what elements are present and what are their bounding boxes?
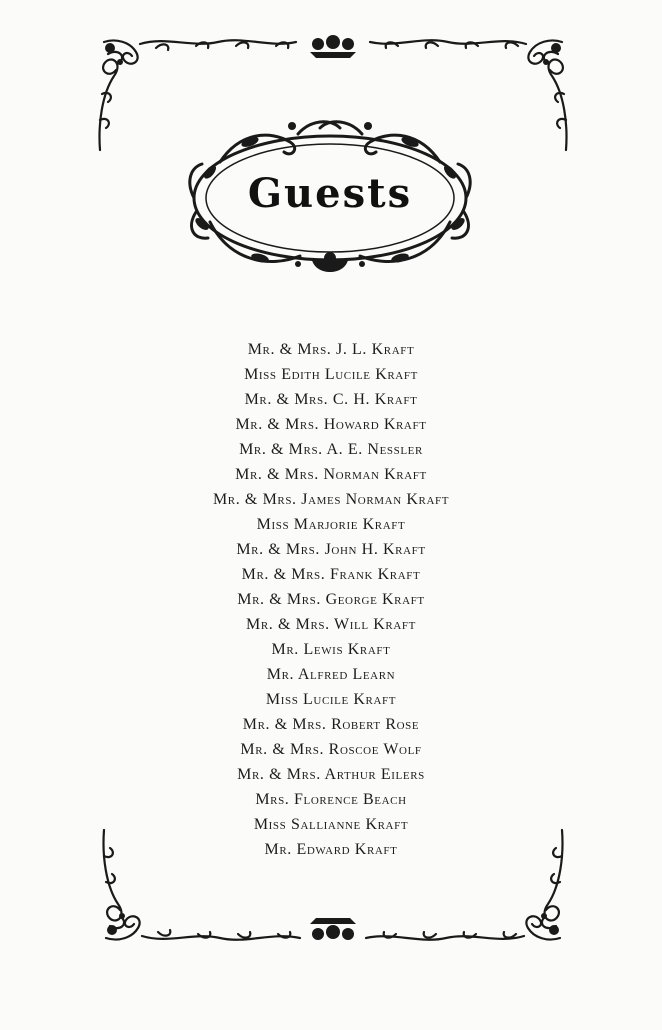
guest-entry: Mr. & Mrs. George Kraft xyxy=(237,591,425,608)
guest-entry: Miss Marjorie Kraft xyxy=(256,516,406,533)
guest-entry: Mr. & Mrs. Roscoe Wolf xyxy=(240,741,422,758)
guest-entry: Mr. & Mrs. Arthur Eilers xyxy=(237,766,425,783)
guest-entry: Mr. & Mrs. Norman Kraft xyxy=(235,466,427,483)
guest-entry: Mr. & Mrs. John H. Kraft xyxy=(236,541,426,558)
page-title: Guests xyxy=(247,170,413,217)
guest-entry: Mr. & Mrs. Will Kraft xyxy=(246,616,416,633)
guest-entry: Mr. Lewis Kraft xyxy=(271,641,391,658)
guest-entry: Mr. & Mrs. Robert Rose xyxy=(242,716,420,733)
guest-entry: Mr. Edward Kraft xyxy=(264,841,398,858)
guest-entry: Mr. Alfred Learn xyxy=(266,666,396,683)
bottom-ornament-border xyxy=(96,826,570,946)
guest-entry: Miss Edith Lucile Kraft xyxy=(244,366,418,383)
guest-list xyxy=(0,337,662,862)
guest-entry: Miss Sallianne Kraft xyxy=(253,816,409,833)
guest-entry: Mr. & Mrs. A. E. Nessler xyxy=(239,441,423,458)
title-cartouche xyxy=(180,112,480,280)
guest-entry: Mrs. Florence Beach xyxy=(255,791,407,808)
guest-entry: Mr. & Mrs. Frank Kraft xyxy=(241,566,421,583)
guest-entry: Miss Lucile Kraft xyxy=(265,691,397,708)
bottom-scroll-ornament xyxy=(96,826,570,946)
guest-entry: Mr. & Mrs. J. L. Kraft xyxy=(247,341,415,358)
guest-entry: Mr. & Mrs. James Norman Kraft xyxy=(212,491,450,508)
guest-entry: Mr. & Mrs. C. H. Kraft xyxy=(244,391,418,408)
guest-entry: Mr. & Mrs. Howard Kraft xyxy=(235,416,427,433)
